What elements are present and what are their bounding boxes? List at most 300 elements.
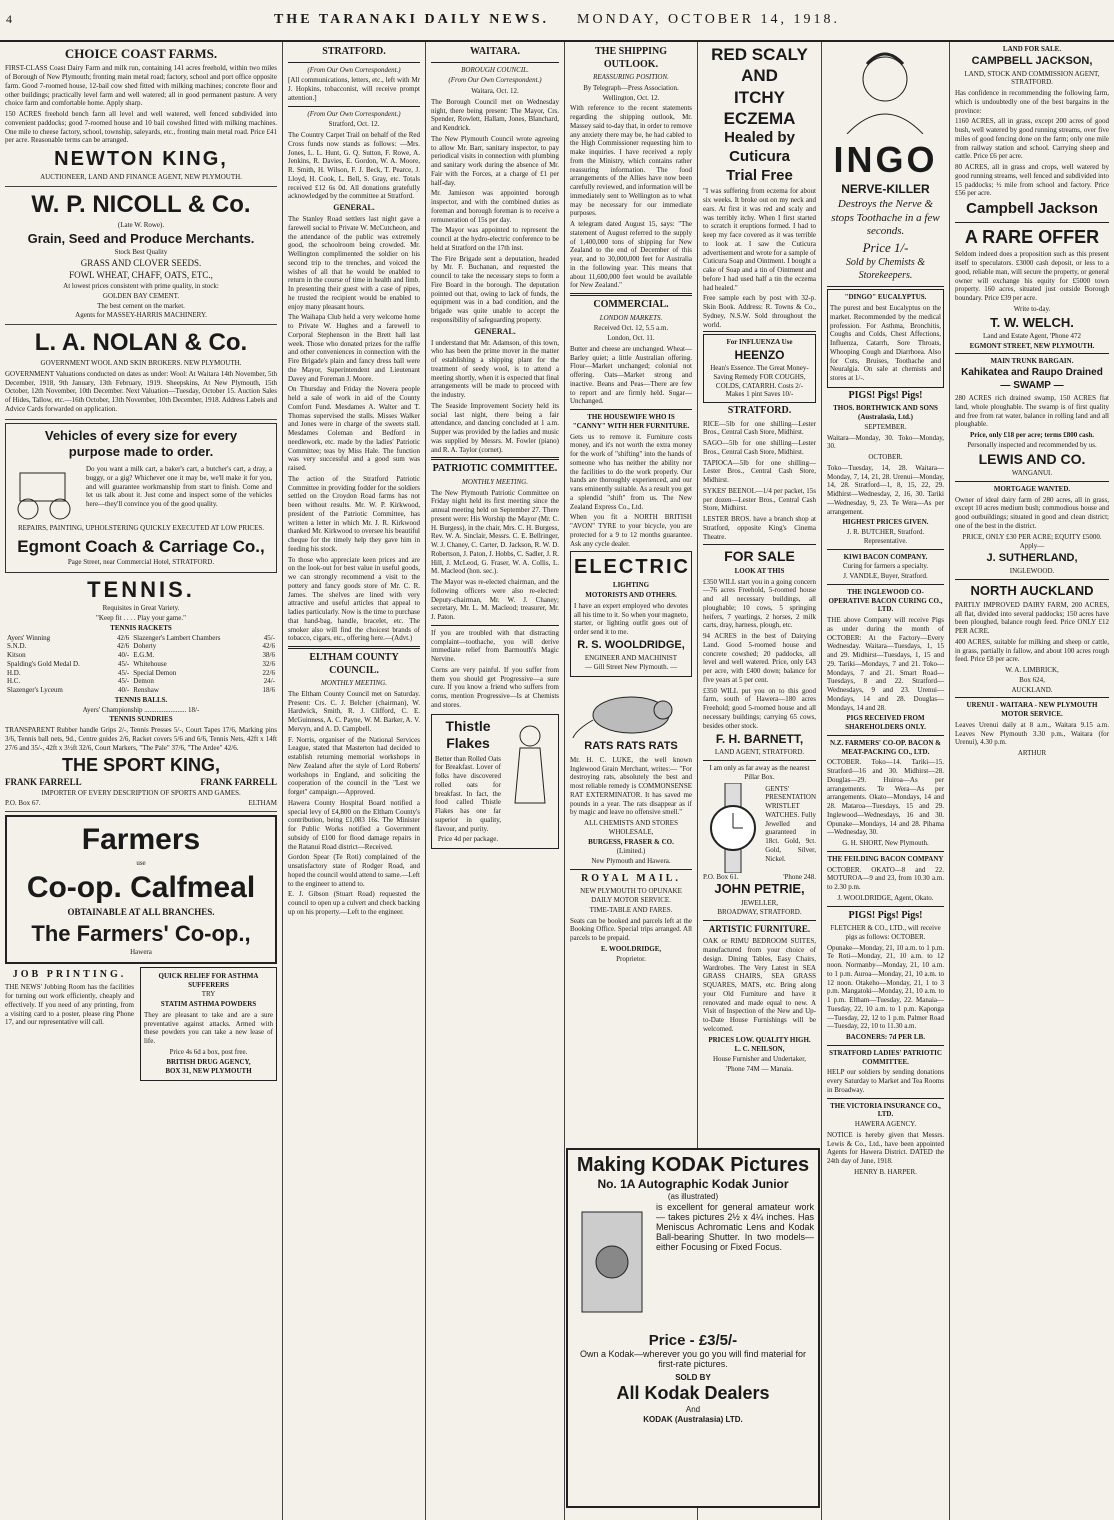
- woman-toothache-illustration: [827, 44, 943, 134]
- mortgage-text: Owner of ideal dairy farm of 280 acres, all in grass, except 10 acres medium bush; commodious house and good outbuildings; situated in good and clean district; one of the best in the district.: [955, 495, 1109, 530]
- electric-address: — Gill Street New Plymouth. —: [584, 663, 678, 672]
- table-cell: 42/6: [116, 642, 130, 651]
- asthma-ad: [140, 967, 277, 1081]
- bottom-row: [5, 967, 277, 1081]
- nerve-killer-heading: NERVE-KILLER: [841, 181, 930, 196]
- table-cell: Doherty: [133, 642, 157, 651]
- table-cell: 32/6: [262, 659, 275, 668]
- table-cell: H.C.: [7, 677, 21, 686]
- mail-text: Seats can be booked and parcels left at the Booking Office. Special trips arranged. All parcels to be prepaid.: [570, 916, 692, 942]
- wristwatch-illustration: [703, 783, 762, 873]
- write-today: Write to-day.: [1013, 304, 1051, 313]
- watch-box: P.O. Box 61.: [703, 872, 739, 881]
- hawera-agency: HAWERA AGENCY.: [854, 1120, 917, 1128]
- tennis-sub: Requisites in Great Variety.: [102, 604, 180, 613]
- arthur-name: ARTHUR: [1017, 749, 1047, 757]
- patriotic-monthly: MONTHLY MEETING.: [462, 477, 528, 486]
- thistle-heading: Thistle Flakes: [445, 717, 491, 751]
- nolan-ad: [5, 328, 277, 420]
- table-cell: Renshaw: [133, 686, 159, 694]
- tennis-sundries-text: TRANSPARENT Rubber handle Grips 2/-, Tennis Presses 5/-, Court Tapes 17/6, Marking pins 3/6, Tennis ball nets, 9d., Centre guides 2/6, Racket covers 5/6 and 6/6, Tennis Nets, 42ft x 14ft 27/6 and 35/-, 42ft x 3½ft 32/6, Court Markers, "The Pale" 37/6, "The Ardee" 42/6.: [5, 726, 277, 752]
- carriage-illustration: [10, 463, 80, 523]
- eltham-text-10: Gordon Spear (Te Roti) complained of the unsatisfactory state of Rodger Road, and hoped the council would attend to same.—Left to the engineer to attend to.: [288, 853, 420, 888]
- cuticura-ad: [703, 44, 816, 332]
- nicoll-sub: Grain, Seed and Produce Merchants.: [27, 230, 255, 246]
- column-6: [822, 42, 950, 1520]
- sport-sub: IMPORTER OF EVERY DESCRIPTION OF SPORTS AND GAMES.: [41, 789, 241, 797]
- campbell-name: CAMPBELL JACKSON,: [971, 54, 1093, 67]
- rare-offer-text: Seldom indeed does a proposition such as this present itself to speculators. £3000 cash deposit, or less to a good, reliable man, will secure the property, or general owner will exchange his equity for £5000 town property. 160 acres, situated just outside Borough boundary. Price £39 per acre.: [955, 250, 1109, 302]
- farmers-use: use: [136, 859, 146, 867]
- mortgage-price: PRICE, ONLY £30 PER ACRE; EQUITY £5000.: [962, 532, 1102, 541]
- electric-side-text: LIGHTING: [612, 581, 650, 590]
- sport-left-name: FRANK FARRELL: [5, 776, 82, 787]
- destroys-text: Destroys the Nerve & stops Toothache in a few seconds.: [831, 197, 940, 238]
- waitara-text-1: The Borough Council met on Wednesday night, there being present: The Mayor, Crs. Spender, Rowlett, Hallam, Jones, Blanchard, and Kendrick.: [431, 97, 559, 132]
- neilson-name: L. C. NEILSON,: [734, 1045, 785, 1054]
- sale-3: £350 WILL put you on to this good farm, south of Hawera—180 acres Freehold; good 5-roomed house and all necessary buildings; carrying 65 cows, besides other stock.: [703, 686, 816, 730]
- kodak-own: Own a Kodak—wherever you go you will find material for first-rate pictures.: [579, 1349, 807, 1369]
- asthma-price: Price 4s 6d a box, post free.: [169, 1047, 248, 1056]
- sale-1: £350 WILL start you in a going concern—76 acres Freehold, 5-roomed house and all necessary buildings, all ploughable; 10 cows, 5 springing heifers, 7 yearlings, 2 horses, 2 milk carts, dray, harness, plough, etc.: [703, 577, 816, 630]
- rats-towns: New Plymouth and Hawera.: [591, 857, 671, 865]
- vehicles-ad: [5, 423, 277, 573]
- borough-heading: BOROUGH COUNCIL.: [461, 65, 529, 74]
- nicoll-line-7: Agents for MASSEY-HARRIS MACHINERY.: [75, 311, 207, 320]
- job-printing-text: THE NEWS' Jobbing Room has the facilities for turning out work efficiently, cheaply and effectively. If you need of any printing, from a visiting card to a poster, please ring Phone 17, and our representative will call.: [5, 983, 134, 1027]
- asthma-try: TRY: [201, 990, 216, 999]
- rats-heading: RATS RATS RATS: [584, 740, 678, 752]
- heenzo-name: HEENZO: [734, 348, 785, 362]
- north-auckland-text-2: 400 ACRES, suitable for milking and sheep or cattle, in grass, partially in fallow, and about 100 acres rough feed. Price £8 per acre.: [955, 637, 1109, 664]
- electric-name: R. S. WOOLDRIDGE,: [577, 638, 685, 651]
- swamp-heading: — SWAMP —: [1000, 379, 1064, 391]
- stratford-dateline: Stratford, Oct. 12.: [328, 120, 380, 129]
- stratford-general-heading: GENERAL.: [333, 203, 375, 212]
- table-cell: E.G.M.: [133, 651, 155, 659]
- table-cell: 45/-: [117, 659, 130, 668]
- london-text: Butter and cheese are unchanged. Wheat—Barley quiet; a little Australian offering. Flour—Market unchanged; colonial not offering. Oats—Market strong and inactive. Beans and Peas—There are few to report and are firmly held. Sugar—Unchanged.: [570, 344, 692, 406]
- table-row: [5, 651, 277, 660]
- vandle-name: J. VANDLE, Buyer, Stratford.: [843, 572, 928, 580]
- victoria-heading: THE VICTORIA INSURANCE CO., LTD.: [830, 1101, 941, 1119]
- urenui-text: Leaves Urenui daily at 8 a.m., Waitara 9.15 a.m. Leaves New Plymouth 3.30 p.m., Waitara (for Urenui), 4.30 p.m.: [955, 720, 1109, 747]
- table-cell: H.D.: [7, 668, 21, 677]
- borthwick-october-text: Toko—Tuesday, 14, 28. Waitara—Monday, 7, 14, 21, 28. Urenui—Monday, 14, 28. Stratford—1, 8, 15, 22, 29. Midhirst—Wednesday, 2, 16, 30. Tariki—Wednesday, 9, 23. Te Wera—As per arrangement.: [827, 463, 944, 516]
- kodak-and: And: [685, 1405, 701, 1414]
- page-number: 4: [6, 12, 15, 26]
- itchy-heading: ITCHY ECZEMA: [723, 87, 796, 128]
- waitara-text-7: The Seaside Improvement Society held its social last night, there being a fair attendance, and dancing concluded at 1 a.m. Supper was provided by the ladies and music was supplied by Messrs. M. Fowler (piano) and R. A. Taylor (cornet).: [431, 401, 559, 454]
- rats-ltd: (Limited.): [616, 847, 646, 856]
- kiwi-heading: KIWI BACON COMPANY.: [843, 552, 928, 561]
- rare-offer-heading: A RARE OFFER: [964, 226, 1100, 247]
- asthma-address: BOX 31, NEW PLYMOUTH: [165, 1067, 252, 1076]
- table-cell: 45/-: [263, 633, 275, 642]
- mail-sub: NEW PLYMOUTH TO OPUNAKE DAILY MOTOR SERVICE.: [580, 887, 682, 904]
- table-cell: Demon: [133, 677, 154, 686]
- vehicles-heading-1: Vehicles of every size for every: [44, 427, 238, 443]
- stratford-text-5: The action of the Stratford Patriotic Committee in providing fodder for the soldiers settled on the Croydon Road farms has not been without results. Mr. W. P. Kirkwood, president of the Patriotic Committee, has written a letter in which Mr. J. R. Kirkwood thanked Mr. Kirkwood to oversee his beautiful cheque for the timely help they gave him in feeding his stock.: [288, 474, 420, 553]
- dingo-heading: "DINGO" EUCALYPTUS.: [844, 293, 927, 302]
- table-cell: 42/6: [116, 633, 130, 642]
- ingo-heading: INGO: [833, 138, 938, 180]
- rats-sellers: ALL CHEMISTS AND STORES WHOLESALE,: [584, 819, 678, 836]
- north-british-text: When you fit a NORTH BRITISH "AVON" TYRE to your bicycle, you are protected for a 9 to 12 months guarantee. Ask any cycle dealer.: [570, 513, 692, 548]
- feilding-heading: THE FEILDING BACON COMPANY: [827, 854, 944, 863]
- shipping-text-2: A telegram dated August 15, says: "The statement of August referred to the supply of 1,400,000 tons of shipping for New Zealand to the end of December of this year, and to 30,000,000 feet for Australia in the following year. This means that about 11,600,000 feet would be available for New Zealand.": [570, 220, 692, 290]
- egmont-sub: Page Street, near Commercial Hotel, STRATFORD.: [67, 558, 215, 566]
- harper-name: HENRY B. HARPER.: [854, 1167, 917, 1176]
- barnett-name: F. H. BARNETT,: [715, 732, 804, 747]
- table-cell: Ayers' Winning: [7, 633, 51, 642]
- masthead: [0, 0, 1114, 42]
- eltham-text-8: F. Norris, organiser of the National Services League, stated that Masterton had decided to establish returning memorial workshops in New Zealand after the style of Lord Roberts' workshops in England, and soliciting the cooperation of the council in the "Lest we forget" campaign.—Approved.: [288, 735, 420, 796]
- tennis-balls-heading: TENNIS BALLS.: [114, 695, 168, 704]
- lester-ad: LESTER BROS. have a branch shop at Stratford, opposite King's Cinema Theatre.: [703, 515, 816, 541]
- waitara-text-4: The Mayor was appointed to represent the council at the hydro-electric conference to be held at Stratford on the 17th inst.: [431, 226, 559, 252]
- shipping-reassuring: REASSURING POSITION.: [593, 73, 669, 81]
- waitara-heading: WAITARA.: [469, 46, 521, 57]
- sport-box: P.O. Box 67.: [5, 798, 41, 807]
- main-trunk-heading: MAIN TRUNK BARGAIN.: [990, 357, 1074, 366]
- stratford-text-4: On Thursday and Friday the Novera people held a sale of work in aid of the County Comfort Fund. Mesdames A. Walter and T. Thomas supervised the stalls. Misses Walker and Jones were in charge of the sweets stall. Mesdames Coleman and Bedford in needlework, etc. made by the ladies' Patriotic Committee; teas by Miss Hale. The function was very successful and a good sum was raised.: [288, 385, 420, 472]
- nolan-sub: GOVERNMENT WOOL AND SKIN BROKERS. NEW PLYMOUTH.: [40, 359, 242, 367]
- mail-prop: Proprietor.: [616, 954, 646, 963]
- influenza-heading: For INFLUENZA Use: [726, 338, 793, 347]
- waitara-dateline: Waitara, Oct. 12.: [471, 87, 519, 95]
- north-auckland-heading: NORTH AUCKLAND: [970, 582, 1094, 598]
- kodak-text: is excellent for general amateur work — takes pictures 2½ x 4¼ inches. Has Meniscus Achromatic Lens and Kodak Ball-bearing Shutter. In two models—either Focusing or Fixed Focus.: [656, 1202, 814, 1252]
- baconers-price: BACONERS: 7d PER LB.: [846, 1033, 925, 1041]
- pigs-heading-1: PIGS! Pigs! Pigs!: [848, 389, 923, 401]
- shipping-text-1: With reference to the recent statements regarding the shipping outlook, Mr. Massey said to-day that, in order to remove any anxiety there may be, he had cabled to the High Commissioner requesting him to make inquiries. I have received a reply from the Ministry, which contains rather reassuring information. The food arrangements of the Allies have now been carefully reviewed, and information will be immediately sent to Wellington as to what may be necessary for our immediate purposes.: [570, 104, 692, 218]
- swamp-price: Price, only £18 per acre; terms £800 cash.: [970, 431, 1094, 439]
- mail-table-heading: TIME-TABLE AND FARES.: [589, 905, 673, 914]
- lewis-town: WANGANUI.: [1011, 469, 1053, 477]
- kodak-heading: Making KODAK Pictures: [576, 1154, 810, 1176]
- table-cell: 45/-: [117, 668, 130, 677]
- eltham-text-7: The Eltham County Council met on Saturday. Present: Crs. C. J. Belcher (chairman), W. Hardwick, Smith, R. J. Clifford, C. E. McGuinness, A. C. Payne, W. M. Barker, A. V. Mervyn, and A. D. Campbell.: [288, 689, 420, 733]
- lewis-name: LEWIS AND CO.: [978, 450, 1086, 467]
- tapioca-ad: TAPIOCA—5lb for one shilling—Lester Bros., Central Cash Store, Midhirst.: [703, 458, 816, 484]
- toothache-note: If you are troubled with that distracting complaint—toothache, you will derive immediate relief from Barmouth's Magic Nervine.: [431, 628, 559, 663]
- thistle-text: Better than Rolled Oats for Breakfast. Lover of folks have discovered rolled oats for breakfast. In fact, the food called Thistle Flakes has one far superior in quality, flavour, and purity.: [435, 754, 501, 833]
- welch-name: T. W. WELCH.: [990, 314, 1074, 330]
- borthwick-text: Waitara—Monday, 30. Toko—Monday, 30.: [827, 433, 944, 451]
- eltham-text-9: Hawera County Hospital Board notified a special levy of £4,800 on the Eltham County's contribution, being £1,083 16s. The Minister for Public Works notified a Government subsidy of £100 for flood damage repairs in the Ratanui Road district—Received.: [288, 798, 420, 851]
- urenui-heading: URENUI - WAITARA - NEW PLYMOUTH MOTOR SERVICE.: [966, 701, 1098, 718]
- ladies-text: HELP our soldiers by sending donations every Saturday to Market and Tea Rooms in Broadway.: [827, 1068, 944, 1094]
- fletcher-heading: FLETCHER & CO., LTD., will receive pigs as follows: OCTOBER.: [830, 924, 941, 941]
- camera-illustration: [572, 1202, 652, 1332]
- pillar-box-text: I am only as far away as the nearest Pillar Box.: [709, 764, 810, 781]
- electric-job: ENGINEER AND MACHINIST: [584, 653, 678, 662]
- thistle-price: Price 4d per package.: [437, 835, 499, 844]
- thistle-flakes-ad: [431, 714, 559, 850]
- london-markets-heading: LONDON MARKETS.: [599, 313, 663, 322]
- waitara-text-5: The Fire Brigade sent a deputation, headed by Mr. F. Buchanan, and requested the council to take the necessary steps to form a Fire Board in the borough. The deputation pointed out that, owing to lack of funds, the equipment was in a bad condition, and the brigade was quite unable to accept the responsibility of safeguarding property.: [431, 254, 559, 324]
- farmers-calfmeal-ad: [5, 815, 277, 964]
- tennis-title: TENNIS.: [87, 576, 195, 602]
- short-name: G. H. SHORT, New Plymouth.: [842, 839, 929, 847]
- table-cell: 40/-: [117, 651, 130, 659]
- rats-text: Mr. H. C. LUKE, the well known Inglewood Grain Merchant, writes:— "For destroying rats, absolutely the best and most reliable remedy is COMMONSENSE RAT EXTERMINATOR. It has saved me pounds in a year. The rats disappear as if by magic and leave no offensive smell.": [570, 755, 692, 817]
- nicoll-line-4: At lowest prices consistent with prime quality, in stock:: [63, 282, 219, 290]
- borthwick-september: SEPTEMBER.: [864, 422, 907, 431]
- shipping-heading: THE SHIPPING OUTLOOK.: [595, 46, 667, 70]
- eltham-heading: ELTHAM COUNTY COUNCIL.: [309, 652, 399, 676]
- electric-text: I have an expert employed who devotes all his time to it. So when your magneto, starter, or lighting outfit goes out of order send it to me.: [574, 601, 688, 636]
- kodak-sold: SOLD BY: [675, 1373, 711, 1382]
- rat-illustration: [571, 680, 691, 740]
- campbell-sub: LAND, STOCK AND COMMISSION AGENT, STRATFORD.: [964, 69, 1100, 87]
- farmers-coop-town: Hawera: [130, 948, 152, 956]
- petrie-job: JEWELLER,: [740, 898, 779, 907]
- nicoll-ad: [5, 190, 277, 325]
- vehicles-text: Do you want a milk cart, a baker's cart, a butcher's cart, a dray, a buggy, or a gig? Whichever one it may be, we'll make it for you, and will guarantee workmanship from start to finish. Come and let us talk about it. Just come and inspect some of the vehicles here—they'll convince you of the good quality.: [86, 465, 272, 508]
- table-cell: Whitehouse: [133, 659, 167, 668]
- newspaper-title: THE TARANAKI DAILY NEWS.: [273, 12, 550, 27]
- waitara-text-6: I understand that Mr. Adamson, of this town, who has been the prime mover in the matter of establishing a shipping plant for the treatment of seedy wool, is to attend a meeting shortly, when it is expected that final arrangements will be made to proceed with the industry.: [431, 338, 559, 399]
- campbell-text: Has confidence in recommending the following farm, which is undoubtedly one of the best bargains in the province:: [955, 89, 1109, 115]
- newton-king-name: NEWTON KING,: [54, 148, 228, 170]
- coast-farms-title: CHOICE COAST FARMS.: [64, 46, 218, 61]
- farmers-heading: Farmers: [81, 822, 201, 856]
- dingo-text: The purest and best Eucalyptus on the market. Recommended by the medical profession. For Asthma, Bronchitis, Coughs and Colds, Chest Affections, Influenza, Catarrh, Sore Throats, Whooping Cough and Diarrhoea. Also for Cuts, Bruises, Toothache and Neuralgia. On sale at chemists and stores at 1/-.: [830, 304, 941, 382]
- vehicles-repairs: REPAIRS, PAINTING, UPHOLSTERING QUICKLY EXECUTED AT LOW PRICES.: [17, 524, 264, 532]
- land-sale-heading: LAND FOR SALE.: [1002, 45, 1062, 53]
- acres-text: 150 ACRES freehold bench farm all level and well watered, well fenced subdivided into convenient paddocks; good 7-roomed house and 10 bail cowshed fitted with milking machines. One mile to cheese factory, school, township, saleyards, etc., fronting main metal road. Price £41 per acre. Reasonable terms can be arranged.: [5, 110, 277, 145]
- kahikatea-heading: Kahikatea and Raupo Drained: [961, 367, 1103, 378]
- london-received: Received Oct. 12, 5.5 a.m.: [593, 324, 669, 333]
- table-row: [5, 634, 277, 643]
- royal-mail-heading: ROYAL MAIL.: [581, 872, 681, 884]
- table-cell: Kitson: [7, 651, 26, 659]
- swamp-text: 280 ACRES rich drained swamp, 150 ACRES flat land, whole ploughable. The swamp is of first quality and free from rat water, balance in rolling land and all ploughable.: [955, 394, 1109, 429]
- table-row: [5, 642, 277, 651]
- eltham-monthly: MONTHLY MEETING.: [321, 679, 387, 687]
- sport-town: ELTHAM: [248, 798, 277, 807]
- waitara-correspondent: (From Our Own Correspondent.): [448, 76, 542, 85]
- nolan-text: GOVERNMENT Valuations conducted on dates as under: Wool: At Waitara 14th November, 5th December, 1918, 9th January, 13th February, 1919. Sheepskins, At New Plymouth, 15th October, 12th November, 10th December. Next Valuation—Tuesday, October 15. Auction Sales of Hides, Tallow, etc.—16th October, 13th November, 10th December, 1918. Address Labels and Advice Cards forwarded on application.: [5, 369, 277, 413]
- butcher-name: J. R. BUTCHER, Stratford. Representative.: [846, 528, 925, 545]
- victoria-text: NOTICE is hereby given that Messrs. Lewis & Co., Ltd., have been appointed Agents for Hawera District. DATED the 24th day of June, 1918.: [827, 1130, 944, 1165]
- watch-phone: 'Phone 248.: [783, 872, 816, 881]
- asthma-text: They are pleasant to take and are a sure preventative against attacks. Armed with these powders you can take a new lease of life.: [144, 1010, 273, 1045]
- tennis-sundries-heading: TENNIS SUNDRIES: [109, 715, 173, 724]
- housewife-heading: THE HOUSEWIFE WHO IS "CANNY" WITH HER FURNITURE.: [572, 413, 690, 430]
- table-cell: 18/6: [262, 686, 275, 694]
- kiwi-text: Curing for farmers a specialty.: [842, 562, 929, 571]
- stratford-correspondent-2: (From Our Own Correspondent.): [307, 109, 401, 118]
- ingo-sold: Sold by Chemists & Storekeepers.: [845, 257, 926, 281]
- table-row: [5, 686, 277, 695]
- asthma-heading: QUICK RELIEF FOR ASTHMA SUFFERERS: [158, 971, 259, 989]
- apply-label: Apply—: [1019, 542, 1045, 551]
- stratford-heading: STRATFORD.: [322, 46, 386, 57]
- corns-note: Corns are very painful. If you suffer from them you should get Progressive—a sure cure. If you know a friend who suffers from corns, mention Progressive—Is at Chemists and stores.: [431, 665, 559, 709]
- kodak-ltd: KODAK (Australasia) LTD.: [643, 1415, 743, 1424]
- housewife-text: Gets us to remove it. Furniture costs money, and it's not worth the extra money for the work of "shifting" into the hands of someone who has neither the ability nor the facilities to do the work properly. Our hands are thoroughly experienced, and our vans eminently suitable. As a result you get a splendid "shift" from us. The New Zealand Express Co., Ltd.: [570, 432, 692, 511]
- artistic-heading: ARTISTIC FURNITURE.: [708, 924, 811, 934]
- column-7: [950, 42, 1114, 1520]
- rats-firm: BURGESS, FRASER & CO.: [588, 837, 674, 846]
- inglewood-heading: THE INGLEWOOD CO-OPERATIVE BACON CURING CO., LTD.: [828, 587, 943, 614]
- trial-heading: Trial Free: [726, 166, 793, 184]
- healed-heading: Healed by Cuticura: [724, 129, 795, 165]
- asthma-name: STATIM ASTHMA POWDERS: [160, 1000, 257, 1008]
- neilson-sub: House Furnisher and Undertaker,: [712, 1055, 807, 1063]
- nicoll-line-5: GOLDEN BAY CEMENT.: [102, 291, 180, 300]
- shipping-by-telegraph: By Telegraph—Press Association.: [583, 83, 679, 92]
- column-2: [283, 42, 426, 1520]
- petrie-address: BROADWAY, STRATFORD.: [717, 908, 802, 917]
- sport-king-name: THE SPORT KING,: [61, 755, 220, 776]
- calfmeal-heading: Co-op. Calfmeal: [26, 870, 256, 904]
- neilson-phone: 'Phone 74M — Manaia.: [726, 1064, 793, 1073]
- campbell-bold: Campbell Jackson: [966, 200, 1098, 217]
- stratford-text-3: The Waihapa Club held a very welcome home to Private W. Hughes and a farewell to Corporal Stephenson in the Brett hall last week. Those who donated prizes for the raffle and other conveniences in connection with the Fire Brigade's plain and fancy dress ball were the Mayor, Superintendent and Lieutenant Davey and Foreman J. Moore.: [288, 313, 420, 383]
- sykes-ad: SYKES' BEENOL—1/4 per packet, 15s per dozen—Lester Bros., Central Cash Store, Midhirst.: [703, 486, 816, 513]
- barnett-sub: LAND AGENT, STRATFORD.: [714, 748, 805, 757]
- sport-right-name: FRANK FARRELL: [200, 776, 277, 787]
- watch-text: GENTS' PRESENTATION WRISTLET WATCHES. Fully Jewelled and guaranteed in 18ct. Gold, 9ct. Gold, Silver, Nickel.: [765, 784, 817, 863]
- sale-2: 94 ACRES in the best of Dairying Land. Good 5-roomed house and concrete cowshed; 20 paddocks, all level and well watered. Price, only £43 per acre, with £400 down; balance for five years at 5 per cent.: [703, 632, 816, 684]
- for-sale-heading: FOR SALE: [724, 548, 795, 565]
- electric-heading: ELECTRIC: [574, 556, 690, 579]
- farmers-coop-name: The Farmers' Co-op.,: [31, 920, 251, 946]
- rice-ad: RICE—5lb for one shilling—Lester Bros., Central Cash Store, Midhirst.: [703, 419, 816, 437]
- egmont-name: Egmont Coach & Carriage Co.,: [17, 536, 265, 556]
- newton-king-sub: AUCTIONEER, LAND AND FINANCE AGENT, NEW PLYMOUTH.: [40, 173, 242, 181]
- ingo-ad: [827, 44, 944, 287]
- shipping-dateline: Wellington, Oct. 12.: [602, 93, 660, 102]
- stratford-text-2: The Stanley Road settlers last night gave a farewell social to Private W. McCutcheon, and the attendance of the public was extremely good, the schoolroom being crowded. Mr. Wellington complimented the soldier on his second trip to the trenches, and voiced the wishes of all that he would be enabled to return in the course of time in health and limb. In presenting their guest with a case of pipes, he trusted the recipient would be enabled to enjoy many pleasant hours.: [288, 215, 420, 311]
- cuticura-text: "I was suffering from eczema for about six weeks. It broke out on my neck and ears. At first it was red and scaly and was terribly itchy. When I first started to scratch it eruptions formed. I had to keep my face covered as it was terrible to look at. I saw the Cuticura advertisement and wrote for a sample of Cuticura Soap and Ointment. I bought a cake of Soap and a tin of Ointment and before I had used half a tin the eczema had healed.": [703, 187, 816, 292]
- nicoll-name: W. P. NICOLL & Co.: [31, 190, 251, 218]
- cuticura-free: Free sample each by post with 32-p. Skin Book. Address: R. Towns & Co., Sydney, N.S.W. Sold throughout the world.: [703, 294, 816, 329]
- pigs-heading-2: PIGS! Pigs! Pigs!: [848, 909, 923, 921]
- kodak-sub: No. 1A Autographic Kodak Junior: [597, 1177, 789, 1191]
- job-printing-heading: JOB PRINTING.: [12, 968, 127, 980]
- electric-ad: [570, 551, 692, 677]
- nz-farmers-heading: N.Z. FARMERS' CO-OP. BACON & MEAT-PACKING CO., LTD.: [829, 738, 942, 756]
- coast-farms-ad: [5, 46, 277, 187]
- commercial-heading: COMMERCIAL.: [593, 299, 669, 310]
- tennis-rackets-heading: TENNIS RACKETS: [110, 623, 172, 632]
- kodak-dealers: All Kodak Dealers: [616, 1383, 770, 1403]
- eltham-text-11: E. J. Gibson (Stuart Road) requested the council to open up a culvert and check backing up on his property.—Left to the engineer.: [288, 890, 420, 916]
- heenzo-text: Hean's Essence. The Great Money-Saving Remedy FOR COUGHS, COLDS, CATARRH. Costs 2/- Makes 1 pint Saves 10/-: [710, 364, 809, 399]
- waitara-text-3: Mr. Jamieson was appointed borough inspector, and with the combined duties as foreman and borough foreman is to receive a remuneration of 15s per day.: [431, 189, 559, 224]
- sutherland-town: INGLEWOOD.: [1009, 566, 1055, 575]
- swamp-inspected: Personally inspected and recommended by us.: [967, 440, 1097, 449]
- table-row: [5, 669, 277, 678]
- london-dateline: London, Oct. 11.: [607, 334, 655, 342]
- tennis-quote: "Keep fit . . . . Play your game.": [96, 614, 186, 622]
- patriotic-text-9: The Mayor was re-elected chairman, and the following officers were also re-elected: Deputy-chairman, Mr. W. J. Chaney; secretary, Mr. L. M. Macleod; treasurer, Mr. J. Paton.: [431, 578, 559, 621]
- nolan-name: L. A. NOLAN & Co.: [34, 329, 248, 356]
- wooldridge-name: J. WOOLDRIDGE, Agent, Okato.: [837, 893, 934, 902]
- limbrick-box: Box 624,: [1019, 675, 1045, 684]
- patriotic-heading: PATRIOTIC COMMITTEE.: [432, 463, 558, 475]
- inglewood-text: THE above Company will receive Pigs as under during the month of OCTOBER: At the Factory—Every Wednesday. Waitara—Tuesdays, 1, 15 and 29. Midhirst—Tuesdays, 1, 15 and 29. Tariki—Mondays, 7 and 21. Toko—Mondays, 7 and 21. Smart Road—Tuesdays, 8 and 22. Stratford—Wednesdays, 9 and 23. Urenui—Mondays, 14 and 28. Douglas—Mondays, 14 and 28.: [827, 616, 944, 712]
- table-cell: 24/-: [263, 677, 275, 686]
- welch-sub: Land and Estate Agent, 'Phone 472: [982, 331, 1082, 340]
- waitara-general-heading: GENERAL.: [474, 326, 516, 336]
- heenzo-ad: [703, 334, 816, 403]
- feilding-text: OCTOBER. OKATO—8 and 22. MOTUROA—9 and 23, from 10.30 a.m. to 2.30 p.m.: [827, 865, 944, 891]
- red-scaly-heading: RED SCALY AND: [711, 45, 808, 86]
- highest-prices: HIGHEST PRICES GIVEN.: [842, 518, 929, 527]
- fletcher-text: Opunake—Monday, 21, 10 a.m. to 1 p.m. Te Roti—Monday, 21, 10 a.m. to 12 noon. Normanby—Monday, 21, 10 a.m. to 1 p.m. Auroa—Monday, 21, 10 a.m. to 12 noon. Otakeho—Monday, 21, 1 to 3 p.m. Mangatoki—Monday, 21, 10 a.m. to 1 p.m. Eltham—Tuesday, 22. Manaia—Tuesday, 22, 10 a.m. to 1 p.m. Kaponga—Tuesday, 22, 12 to 1 p.m. Palmer Road—Tuesday, 22, 10 to 11.30 a.m.: [827, 943, 944, 1031]
- dingo-ad: [827, 289, 944, 388]
- table-row: [5, 677, 277, 686]
- nz-farmers-text: OCTOBER. Toko—14. Tariki—15. Stratford—16 and 30. Midhirst—28. Douglas—29. Huiroa—As per arrangements. Te Wera—As per arrangements. Okato—Mondays, 14 and 28. Mataroa—Tuesdays, 15 and 29. Inglewood—Wednesdays, 16 and 30. Opunake—Mondays, 14 and 28. Pihama—Wednesday, 30.: [827, 758, 944, 837]
- pigs-received: PIGS RECEIVED FROM SHAREHOLDERS ONLY.: [845, 714, 926, 731]
- petrie-name: JOHN PETRIE,: [714, 881, 805, 897]
- look-heading: LOOK AT THIS: [734, 566, 785, 575]
- acres-1160: 1160 ACRES, all in grass, except 200 acres of good bush, well watered by good running streams, over five miles of good fencing done on the farm; only one mile from railway station and school. Carrying sheep and cattle. Price £6 per acre.: [955, 117, 1109, 161]
- acres-80: 80 ACRES, all in grass and crops, well watered by good running streams, well fenced and subdivided into 15 paddocks; ½ mile from school and factory. Price £56 per acre.: [955, 163, 1109, 198]
- limbrick-town: AUCKLAND.: [1011, 685, 1053, 694]
- table-cell: Spalding's Gold Medal D.: [7, 659, 80, 668]
- ladies-heading: STRATFORD LADIES' PATRIOTIC COMMITTEE.: [829, 1048, 942, 1066]
- table-cell: 42/6: [262, 642, 275, 651]
- coast-farms-text: FIRST-CLASS Coast Dairy Farm and milk run, containing 141 acres freehold, within two miles of Borough of New Plymouth; fronting main metal road; factory, school and port office opposite farm. Good 7-roomed house, 12-bail cow shed fitted with milking machines; concrete floor and other buildings; practically level farm and well watered; all in good permanent pasture. A very choice farm and comfortable home. Apply sharp.: [5, 64, 277, 108]
- nicoll-line-3: FOWL WHEAT, CHAFF, OATS, ETC.,: [69, 269, 213, 280]
- asthma-company: BRITISH DRUG AGENCY,: [166, 1057, 251, 1066]
- borthwick-name: THOS. BORTHWICK AND SONS (Australasia, Ltd.): [833, 404, 938, 421]
- column-1: [0, 42, 283, 1520]
- rackets-table: [5, 634, 277, 695]
- stratford-ads-heading: STRATFORD.: [727, 405, 792, 416]
- table-cell: 22/6: [262, 668, 275, 677]
- kodak-price: Price - £3/5/-: [648, 1332, 738, 1349]
- nicoll-line-6: The best cement on the market.: [97, 301, 185, 310]
- nicoll-late: (Late W. Rowe).: [117, 220, 165, 229]
- table-cell: 38/6: [262, 651, 275, 659]
- tennis-championship: Ayers' Championship ........................ 18/-: [82, 705, 200, 714]
- issue-date: MONDAY, OCTOBER 14, 1918.: [577, 12, 841, 27]
- stratford-correspondent-note: [All communications, letters, etc., left with Mr J. Hopkins, tobacconist, will receive prompt attention.]: [288, 76, 420, 102]
- tennis-ad: [5, 576, 277, 812]
- borthwick-october: OCTOBER.: [868, 453, 903, 461]
- limbrick-name: W. A. LIMBRICK,: [1005, 666, 1059, 674]
- table-cell: 40/-: [117, 686, 130, 694]
- girl-illustration: [505, 718, 555, 808]
- sutherland-name: J. SUTHERLAND,: [986, 552, 1078, 564]
- stratford-text-6: To those who appreciate keen prices and are on the look-out for best value in useful goods, we can strongly recommend a visit to the pottery and fancy goods store of Mr. C. R. James. The shelves are lined with very attractive and useful articles that appeal to ladies particularly. Now is the time to purchase that hand-bag, handle, bracelet, etc. The smoker also will find the choicest brands of tobacco, cigars, etc., offering here.—(Advt.): [288, 555, 420, 643]
- welch-address: EGMONT STREET, NEW PLYMOUTH.: [969, 341, 1095, 350]
- nicoll-line-2: GRASS AND CLOVER SEEDS.: [80, 257, 202, 268]
- nicoll-line-1: Stock Best Quality: [114, 247, 168, 256]
- stratford-correspondent: (From Our Own Correspondent.): [307, 65, 401, 74]
- table-cell: 45/-: [117, 677, 130, 686]
- kodak-illustrated: (as illustrated): [667, 1192, 719, 1201]
- column-3: [426, 42, 565, 1520]
- sago-ad: SAGO—5lb for one shilling—Lester Bros., Central Cash Store, Midhirst.: [703, 439, 816, 456]
- table-cell: S.N.D.: [7, 642, 27, 651]
- furniture-text: OAK or RIMU BEDROOM SUITES, manufactured from your choice of design. Dining Tables, Easy Chairs, Wardrobes. The Very Latest in SEA GRASS CHAIRS, SEA GRASS SQUARES, MATS, etc. Bring along your Old Furniture and have it renovated and made equal to new. A Visit of Inspection of the New and Up-to-Date House Furnishings will be welcomed.: [703, 937, 816, 1033]
- mail-name: E. WOOLDRIDGE,: [600, 944, 662, 953]
- waitara-text-2: The New Plymouth Council wrote agreeing to allow Mr. Barr, sanitary inspector, to pay periodical visits in connection with plumbing and sanitary work during the absence of Mr. Fair with the Forces, at a charge of £1 per half-day.: [431, 134, 559, 187]
- vehicles-heading-2: purpose made to order.: [68, 443, 214, 459]
- north-auckland-text: PARTLY IMPROVED DAIRY FARM, 200 ACRES, all flat, divided into several paddocks; 150 acres have been ploughed, balance rough feed. Price ONLY £12 PER ACRE.: [955, 600, 1109, 635]
- electric-sub: MOTORISTS AND OTHERS.: [585, 591, 677, 599]
- stratford-text-1: The Country Carpet Trail on behalf of the Red Cross funds now stands as follows: —Mrs. Jones, L. L. Hunt, G. Q. Sutton, F. Rowe, A. Jenkins, R. Davies, E. Gordon, W. A. Moore, R. Smith, H. Wilson, F. J. Beck, T. Pearce, J. Lloyd, H. Cook, L. Bell, S. Gray, etc. Totals received £12 6s 0d. All donations gratefully acknowledged by the committee at Stratford.: [288, 131, 420, 201]
